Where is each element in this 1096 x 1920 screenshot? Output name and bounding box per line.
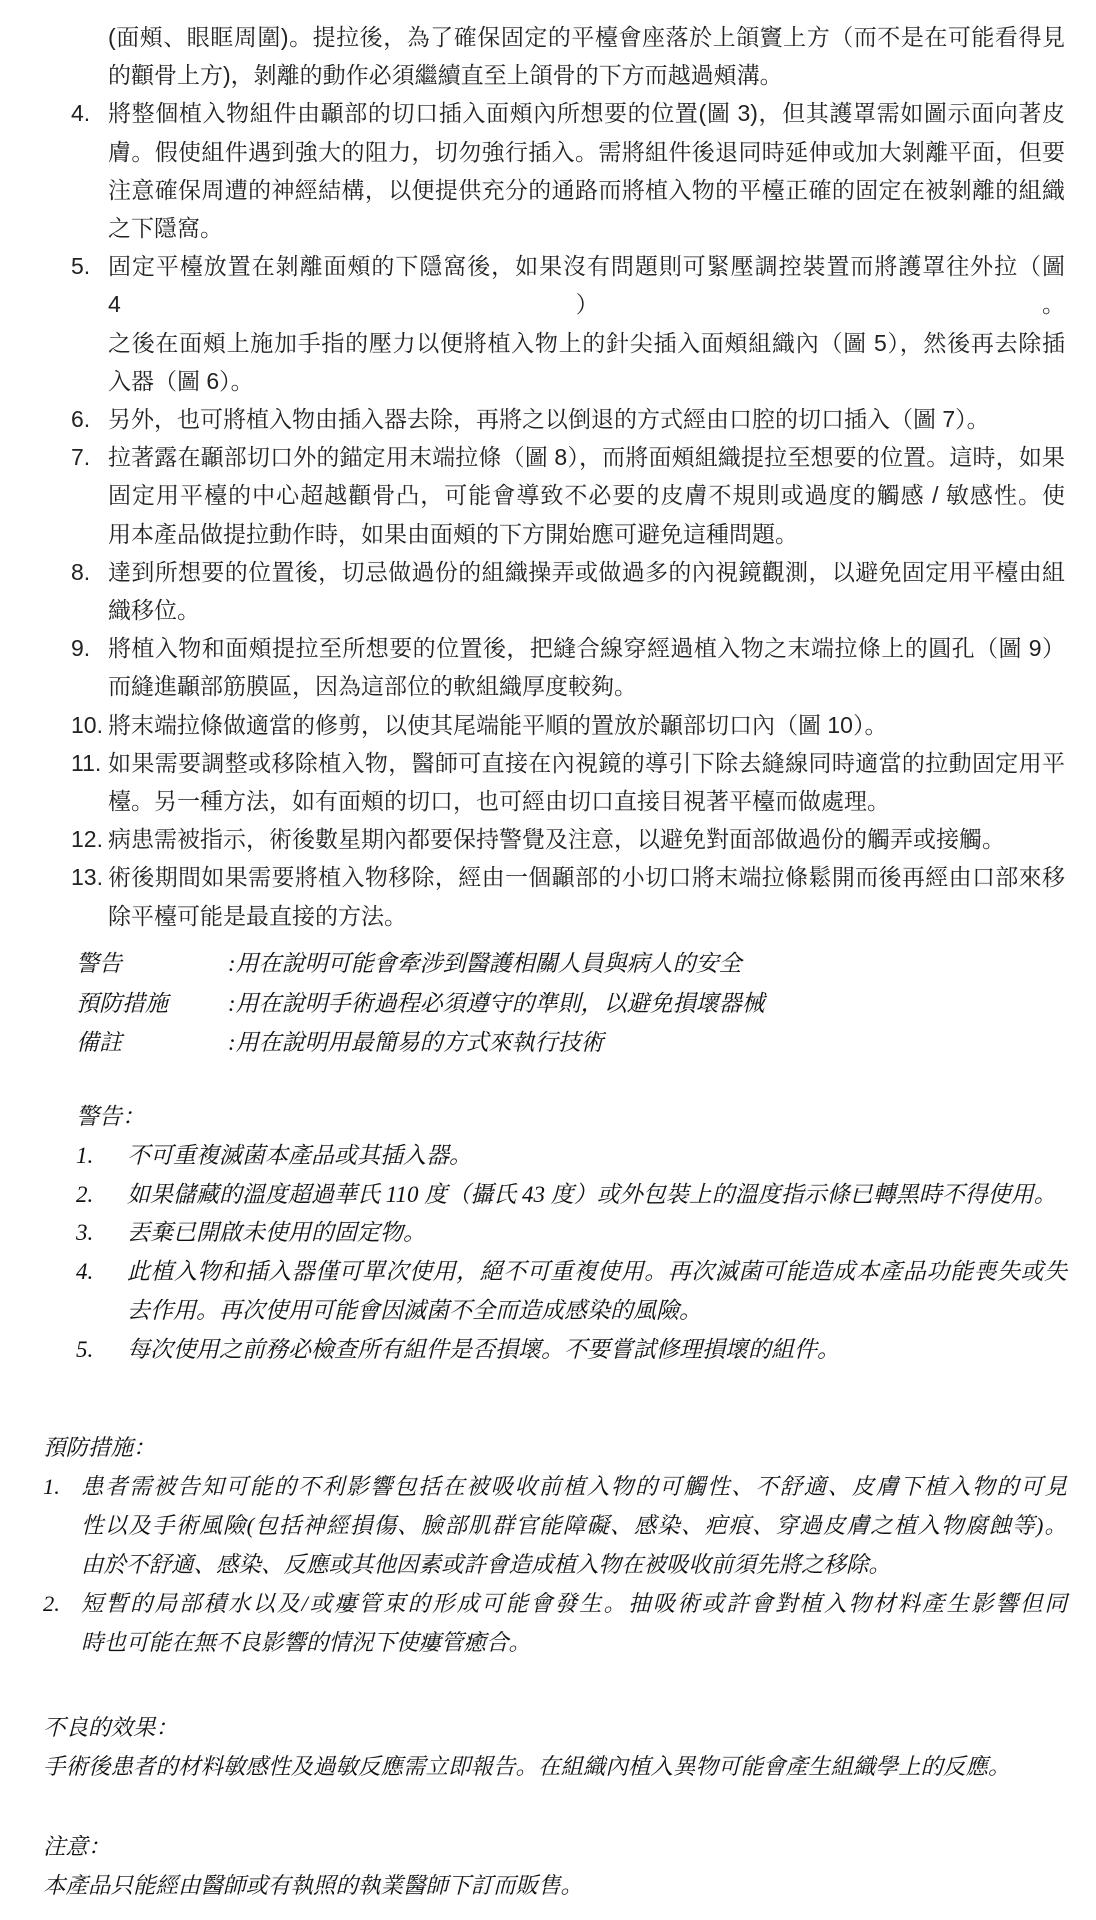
step-item xyxy=(71,247,1065,323)
item-text: 性以及手術風險(包括神經損傷、臉部肌群官能障礙、感染、疤痕、穿過皮膚之植入物腐蝕等)。 xyxy=(81,1513,1067,1538)
step-number: 11. xyxy=(71,749,102,776)
step-text: 如果需要調整或移除植入物，醫師可直接在內視鏡的導引下除去縫線同時適當的拉動固定用平 xyxy=(108,749,1065,776)
legend-description: :用在說明可能會牽涉到醫護相關人員與病人的安全 xyxy=(228,951,742,976)
step-item-continued xyxy=(71,476,1065,514)
step-text: (面頰、眼眶周圍)。提拉後，為了確保固定的平檯會座落於上頜竇上方（而不是在可能看得見 xyxy=(108,24,1065,50)
precautions-item xyxy=(43,1584,1067,1623)
item-number: 1. xyxy=(43,1474,60,1499)
step-item-continued xyxy=(71,362,1065,400)
step-text: 術後期間如果需要將植入物移除，經由一個顳部的小切口將末端拉條鬆開而後再經由口部來移 xyxy=(108,864,1065,891)
legend-term: 備註 xyxy=(76,1030,122,1055)
step-number: 12. xyxy=(71,826,103,853)
step-item-continued xyxy=(71,171,1065,209)
step-text: 入器（圖 6）。 xyxy=(108,367,254,394)
adverse-effects-section xyxy=(43,1708,1073,1786)
precautions-item-continued xyxy=(43,1545,1067,1584)
legend-description: :用在說明用最簡易的方式來執行技術 xyxy=(228,1030,604,1055)
step-text: 織移位。 xyxy=(108,597,200,624)
step-text: 將末端拉條做適當的修剪，以使其尾端能平順的置放於顳部切口內（圖 10）。 xyxy=(108,711,888,738)
item-text: 由於不舒適、感染、反應或其他因素或許會造成植入物在被吸收前須先將之移除。 xyxy=(81,1552,892,1577)
step-text: 達到所想要的位置後，切忌做過份的組織操弄或做過多的內視鏡觀測，以避免固定用平檯由組 xyxy=(108,558,1065,585)
step-item xyxy=(71,438,1065,476)
step-text: 膚。假使組件遇到強大的阻力，切勿強行插入。需將組件後退同時延伸或加大剝離平面，但要 xyxy=(108,138,1065,165)
item-text: 每次使用之前務必檢查所有組件是否損壞。不要嘗試修理損壞的組件。 xyxy=(127,1336,840,1362)
item-number: 1. xyxy=(76,1142,94,1168)
step-text: 固定用平檯的中心超越顴骨凸，可能會導致不必要的皮膚不規則或過度的觸感 / 敏感性。使 xyxy=(108,482,1065,509)
step-number: 7. xyxy=(71,444,91,471)
precautions-item xyxy=(43,1467,1067,1506)
warnings-item xyxy=(76,1176,1067,1215)
step-item xyxy=(71,706,1065,744)
step-item xyxy=(71,820,1065,858)
step-text: 的顴骨上方)，剝離的動作必須繼續直至上頜骨的下方而越過頰溝。 xyxy=(108,62,783,89)
step-item-continued xyxy=(71,667,1065,705)
item-number: 4. xyxy=(76,1259,94,1285)
item-number: 5. xyxy=(76,1336,94,1362)
step-text: 病患需被指示，術後數星期內都要保持警覺及注意，以避免對面部做過份的觸弄或接觸。 xyxy=(108,826,1005,853)
step-item-continued xyxy=(71,591,1065,629)
adverse-effects-text: 手術後患者的材料敏感性及過敏反應需立即報告。在組織內植入異物可能會產生組織學上的反應。 xyxy=(43,1754,1011,1779)
precautions-item-continued xyxy=(43,1506,1067,1545)
caution-text: 本產品只能經由醫師或有執照的執業醫師下訂而販售。 xyxy=(43,1873,584,1898)
step-text: 拉著露在顳部切口外的錨定用末端拉條（圖 8），而將面頰組織提拉至想要的位置。這時，如果 xyxy=(108,444,1065,471)
legend-term: 預防措施 xyxy=(76,990,168,1016)
step-text: 固定平檯放置在剝離面頰的下隱窩後，如果沒有問題則可緊壓調控裝置而將護罩往外拉（圖 4）。 xyxy=(108,253,1065,318)
precautions-section xyxy=(43,1428,1067,1662)
precautions-item-continued xyxy=(43,1623,1067,1662)
step-text: 將植入物和面頰提拉至所想要的位置後，把縫合線穿經過植入物之末端拉條上的圓孔（圖 9） xyxy=(108,635,1065,662)
symbol-legend xyxy=(76,944,976,1063)
legend-row xyxy=(76,944,976,984)
instruction-steps xyxy=(71,18,1065,935)
continued-text-line xyxy=(71,18,1065,56)
step-number: 8. xyxy=(71,558,91,585)
step-text: 另外，也可將植入物由插入器去除，再將之以倒退的方式經由口腔的切口插入（圖 7）。 xyxy=(108,406,990,433)
step-item-continued xyxy=(71,324,1065,362)
step-text: 而縫進顳部筋膜區，因為這部位的軟組織厚度較夠。 xyxy=(108,673,637,700)
step-text: 檯。另一種方法，如有面頰的切口，也可經由切口直接目視著平檯而做處理。 xyxy=(108,788,890,815)
precautions-title: 預防措施： xyxy=(43,1435,156,1460)
caution-section xyxy=(43,1827,1073,1905)
item-text: 如果儲藏的溫度超過華氏 110 度（攝氏 43 度）或外包裝上的溫度指示條已轉黑時不得使用。 xyxy=(127,1181,1057,1207)
step-item xyxy=(71,629,1065,667)
step-text: 將整個植入物組件由顳部的切口插入面頰內所想要的位置(圖 3)，但其護罩需如圖示面向著皮 xyxy=(108,100,1065,127)
step-text: 注意確保周遭的神經結構，以便提供充分的通路而將植入物的平檯正確的固定在被剝離的組織 xyxy=(108,176,1065,203)
item-number: 2. xyxy=(43,1591,60,1616)
item-text: 不可重複滅菌本產品或其插入器。 xyxy=(127,1142,472,1168)
step-text: 之下隱窩。 xyxy=(108,215,223,242)
step-item xyxy=(71,744,1065,782)
item-text: 短暫的局部積水以及/或瘻管束的形成可能會發生。抽吸術或許會對植入物材料產生影響但同 xyxy=(81,1591,1067,1616)
warnings-item xyxy=(76,1331,1067,1370)
warnings-title-row xyxy=(76,1098,1067,1137)
continued-text-line xyxy=(71,56,1065,94)
step-item xyxy=(71,400,1065,438)
legend-description: :用在說明手術過程必須遵守的準則，以避免損壞器械 xyxy=(228,990,765,1016)
step-text: 除平檯可能是最直接的方法。 xyxy=(108,902,407,929)
step-text: 之後在面頰上施加手指的壓力以便將植入物上的針尖插入面頰組織內（圖 5），然後再去除插 xyxy=(108,329,1065,356)
step-number: 9. xyxy=(71,635,91,662)
warnings-item xyxy=(76,1253,1067,1292)
item-text: 時也可能在無不良影響的情況下使瘻管癒合。 xyxy=(81,1630,532,1655)
item-text: 患者需被告知可能的不利影響包括在被吸收前植入物的可觸性、不舒適、皮膚下植入物的可見 xyxy=(81,1474,1067,1499)
step-number: 4. xyxy=(71,100,91,127)
step-item-continued xyxy=(71,897,1065,935)
step-item xyxy=(71,94,1065,132)
item-number: 3. xyxy=(76,1220,94,1246)
item-text: 去作用。再次使用可能會因滅菌不全而造成感染的風險。 xyxy=(127,1297,702,1323)
caution-title: 注意： xyxy=(43,1834,111,1859)
adverse-effects-title: 不良的效果： xyxy=(43,1715,179,1740)
step-item-continued xyxy=(71,782,1065,820)
step-item xyxy=(71,553,1065,591)
item-text: 丟棄已開啟未使用的固定物。 xyxy=(127,1220,426,1246)
warnings-section xyxy=(76,1098,1067,1370)
step-number: 13. xyxy=(71,864,103,891)
warnings-item-continued xyxy=(76,1292,1067,1331)
legend-row xyxy=(76,1023,976,1063)
legend-row xyxy=(76,984,976,1024)
step-item-continued xyxy=(71,515,1065,553)
warnings-item xyxy=(76,1137,1067,1176)
item-text: 此植入物和插入器僅可單次使用，絕不可重複使用。再次滅菌可能造成本產品功能喪失或失 xyxy=(127,1259,1067,1285)
warnings-item xyxy=(76,1214,1067,1253)
step-number: 10. xyxy=(71,711,103,738)
step-item-continued xyxy=(71,209,1065,247)
precautions-title-row xyxy=(43,1428,1067,1467)
step-number: 5. xyxy=(71,253,91,280)
warnings-title: 警告： xyxy=(76,1104,145,1129)
step-text: 用本產品做提拉動作時，如果由面頰的下方開始應可避免這種問題。 xyxy=(108,520,798,547)
item-number: 2. xyxy=(76,1181,94,1207)
step-number: 6. xyxy=(71,406,91,433)
legend-term: 警告 xyxy=(76,951,122,976)
step-item xyxy=(71,858,1065,896)
step-item-continued xyxy=(71,133,1065,171)
